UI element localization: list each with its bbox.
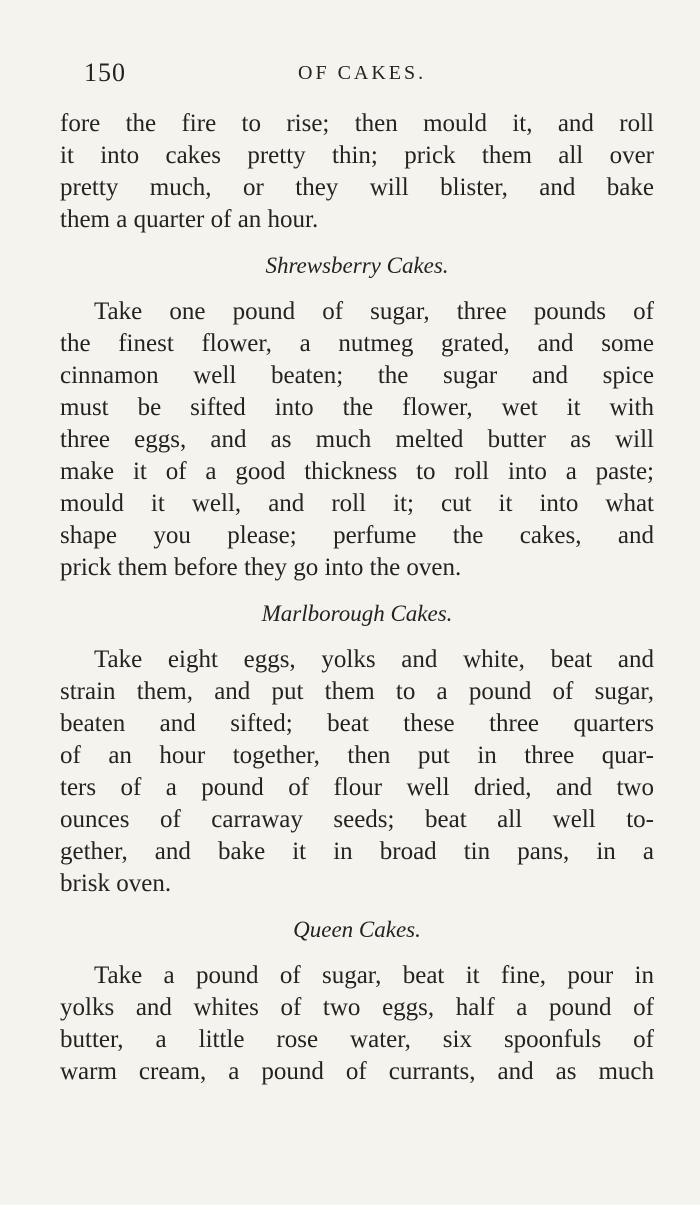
text-line: must be sifted into the flower, wet it with [60,394,654,421]
recipe-heading-shrewsberry: Shrewsberry Cakes. [265,253,449,278]
recipe-paragraph-marlborough [60,644,654,900]
text-line: Take eight eggs, yolks and white, beat and [94,646,654,673]
text-line: cinnamon well beaten; the sugar and spice [60,362,654,389]
text-line: pretty much, or they will blister, and bake [60,174,654,201]
text-line: strain them, and put them to a pound of sugar, [60,678,654,705]
text-line: ters of a pound of flour well dried, and two [60,774,654,801]
text-line: shape you please; perfume the cakes, and [60,522,654,549]
text-line: Take one pound of sugar, three pounds of [94,298,654,325]
text-line: it into cakes pretty thin; prick them all over [60,142,654,169]
text-line: Take a pound of sugar, beat it fine, pour in [94,962,654,989]
text-line: fore the fire to rise; then mould it, and roll [60,110,654,137]
page-number: 150 [84,58,126,87]
page-header [84,58,644,92]
text-line: them a quarter of an hour. [60,206,319,233]
text-line: yolks and whites of two eggs, half a pound of [60,994,654,1021]
recipe-paragraph-shrewsberry [60,296,654,584]
page-body [60,108,654,1088]
running-head: OF CAKES. [298,62,427,84]
text-line: warm cream, a pound of currants, and as much [60,1058,654,1085]
text-line: the finest flower, a nutmeg grated, and some [60,330,654,357]
text-line: ounces of carraway seeds; beat all well to- [60,806,654,833]
text-line: mould it well, and roll it; cut it into what [60,490,654,517]
recipe-heading-queen: Queen Cakes. [293,917,421,942]
text-line: gether, and bake it in broad tin pans, in a [60,838,654,865]
text-line: prick them before they go into the oven. [60,554,462,581]
text-line: butter, a little rose water, six spoonfuls of [60,1026,654,1053]
recipe-heading-marlborough: Marlborough Cakes. [261,601,453,626]
recipe-paragraph-queen [60,960,654,1088]
text-line: of an hour together, then put in three quar- [60,742,654,769]
continuation-paragraph [60,108,654,236]
text-line: three eggs, and as much melted butter as will [60,426,654,453]
text-line: make it of a good thickness to roll into a paste; [60,458,654,485]
text-line: beaten and sifted; beat these three quarters [60,710,654,737]
text-line: brisk oven. [60,870,172,897]
